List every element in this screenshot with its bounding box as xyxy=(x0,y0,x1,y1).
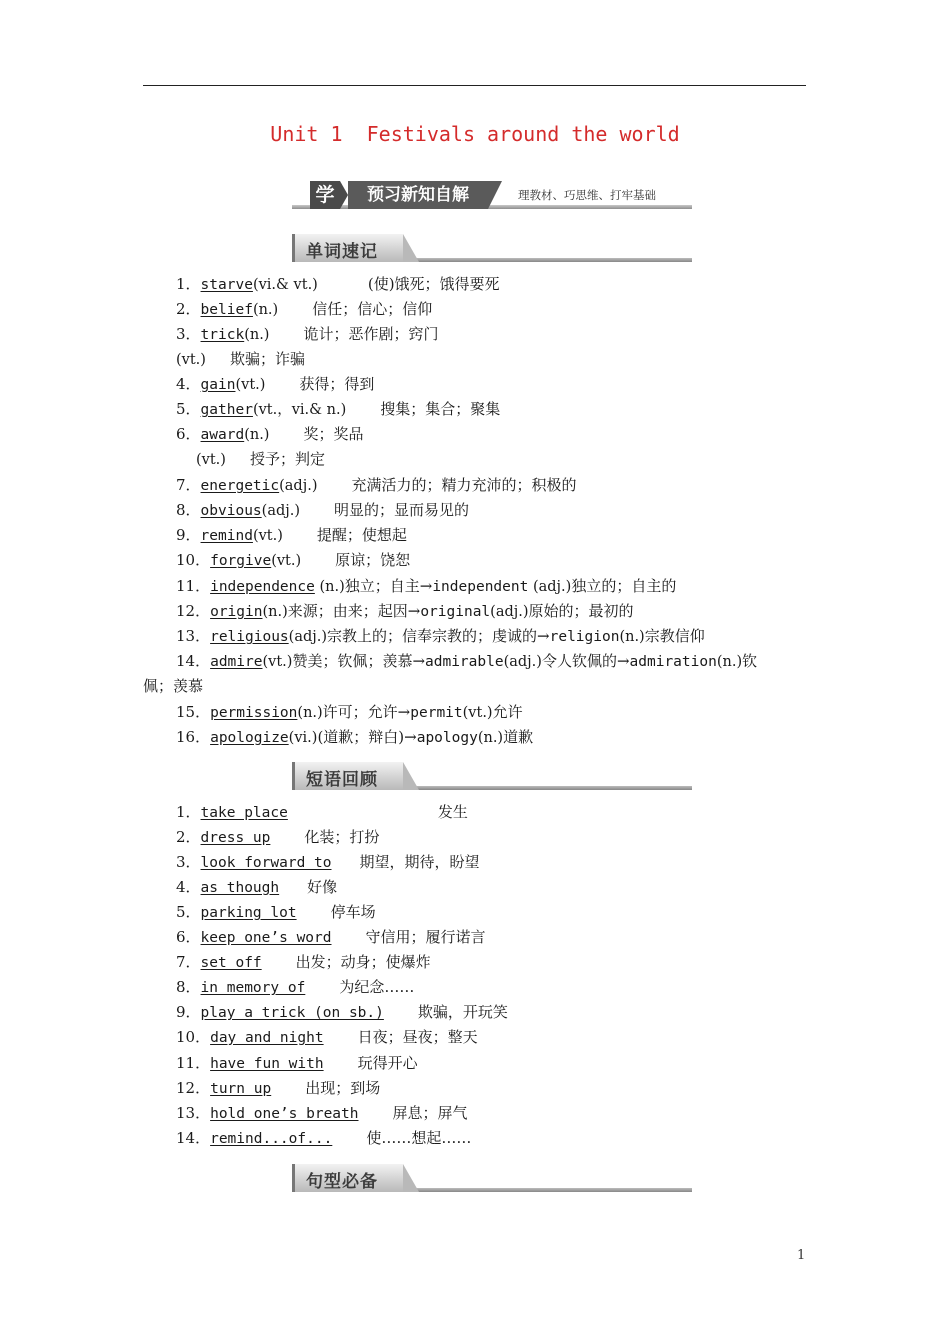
entry-number: 10． xyxy=(176,1028,211,1046)
part-of-speech: (n.) xyxy=(244,327,270,343)
derived-word: admirable xyxy=(425,654,504,670)
entry-number: 3． xyxy=(176,853,201,871)
entry-number: 8． xyxy=(176,978,201,996)
phrase-entry xyxy=(176,977,414,998)
part-of-speech: (adj.) xyxy=(261,503,301,519)
vocab-word: admire xyxy=(210,654,263,670)
phrase-entry xyxy=(176,877,337,898)
part-of-speech: (adj.) xyxy=(528,579,572,595)
phrase-text: day and night xyxy=(210,1030,324,1046)
phrase-text: as though xyxy=(200,880,280,896)
vocab-word: forgive xyxy=(210,553,272,569)
phrase-text: look forward to xyxy=(200,855,332,871)
section-header-phrases xyxy=(292,762,692,794)
part-of-speech: (n.) xyxy=(262,604,288,620)
word-definition: 授予；判定 xyxy=(249,450,325,468)
entry-number: 1． xyxy=(176,275,201,293)
entry-number: 6． xyxy=(176,425,201,443)
derived-word: admiration xyxy=(629,654,717,670)
part-of-speech: (n.) xyxy=(619,629,645,645)
part-of-speech: (vt.) xyxy=(262,654,293,670)
entry-number: 11． xyxy=(176,1054,211,1072)
phrase-definition: 好像 xyxy=(307,878,338,896)
word-entry xyxy=(176,651,757,672)
word-entry xyxy=(176,601,634,622)
phrase-entry xyxy=(176,827,379,848)
word-definition: (使)饿死；饿得要死 xyxy=(367,275,500,293)
phrase-definition: 欺骗，开玩笑 xyxy=(417,1003,508,1021)
phrase-text: hold one’s breath xyxy=(210,1106,359,1122)
word-definition: 独立；自主→ xyxy=(344,577,433,595)
word-definition: 提醒；使想起 xyxy=(316,526,407,544)
phrase-definition: 停车场 xyxy=(330,903,376,921)
part-of-speech: (vt.) xyxy=(196,452,226,468)
word-entry xyxy=(176,475,577,496)
word-definition: 来源；由来；起因→ xyxy=(287,602,421,620)
phrase-text: in memory of xyxy=(200,980,306,996)
word-entry xyxy=(176,399,500,420)
entry-number: 9． xyxy=(176,526,201,544)
phrase-definition: 为纪念…… xyxy=(339,978,415,996)
entry-number: 2． xyxy=(176,828,201,846)
entry-number: 4． xyxy=(176,878,201,896)
entry-number: 11． xyxy=(176,577,211,595)
phrase-entry xyxy=(176,927,486,948)
word-entry xyxy=(176,424,363,445)
entry-number: 12． xyxy=(176,602,211,620)
word-definition: 钦 xyxy=(742,652,758,670)
word-definition: 令人钦佩的→ xyxy=(541,652,630,670)
word-definition: 搜集；集合；聚集 xyxy=(380,400,501,418)
entry-number: 12． xyxy=(176,1079,211,1097)
word-entry xyxy=(176,727,533,748)
vocab-word: independence xyxy=(210,579,315,595)
entry-number: 14． xyxy=(176,1129,211,1147)
word-definition: 原谅；饶恕 xyxy=(335,551,411,569)
word-entry xyxy=(176,525,407,546)
section-label: 单词速记 xyxy=(306,242,378,262)
part-of-speech: (n.) xyxy=(297,705,323,721)
entry-number: 10． xyxy=(176,551,211,569)
word-entry xyxy=(176,626,705,647)
vocab-word: award xyxy=(200,427,245,443)
entry-number: 9． xyxy=(176,1003,201,1021)
phrase-text: take place xyxy=(200,805,288,821)
phrase-entry xyxy=(176,802,468,823)
phrase-entry xyxy=(176,1103,468,1124)
banner-badge: 学 xyxy=(310,181,340,209)
word-definition: 欺骗；诈骗 xyxy=(229,350,305,368)
section-header-words xyxy=(292,234,692,266)
word-entry xyxy=(176,550,410,571)
word-entry xyxy=(176,702,523,723)
part-of-speech: (n.) xyxy=(314,579,345,595)
vocab-word: origin xyxy=(210,604,263,620)
entry-number: 14． xyxy=(176,652,211,670)
entry-number: 1． xyxy=(176,803,201,821)
word-entry xyxy=(176,299,432,320)
entry-number: 2． xyxy=(176,300,201,318)
vocab-word: religious xyxy=(210,629,289,645)
part-of-speech: (vt.) xyxy=(271,553,302,569)
derived-word: permit xyxy=(410,705,463,721)
word-definition: 充满活力的；精力充沛的；积极的 xyxy=(351,476,577,494)
phrase-entry xyxy=(176,1078,380,1099)
phrase-text: keep one’s word xyxy=(200,930,332,946)
page-number: 1 xyxy=(797,1248,806,1263)
derived-word: religion xyxy=(549,629,620,645)
part-of-speech: (n.) xyxy=(716,654,743,670)
part-of-speech: (adj.) xyxy=(490,604,529,620)
word-definition: 明显的；显而易见的 xyxy=(334,501,470,519)
entry-number: 16． xyxy=(176,728,211,746)
word-entry xyxy=(143,676,203,696)
phrase-definition: 屏息；屏气 xyxy=(392,1104,468,1122)
part-of-speech: (vt.) xyxy=(235,377,266,393)
section-header-sentences xyxy=(292,1164,692,1196)
word-definition: 赞美；钦佩；羡慕→ xyxy=(292,652,426,670)
phrase-text: set off xyxy=(200,955,262,971)
word-definition: 获得；得到 xyxy=(299,375,375,393)
phrase-definition: 期望，期待，盼望 xyxy=(359,853,480,871)
vocab-word: remind xyxy=(200,528,253,544)
word-definition: 道歉 xyxy=(503,728,534,746)
phrase-definition: 玩得开心 xyxy=(357,1054,418,1072)
phrase-entry xyxy=(176,1053,418,1074)
vocab-word: apologize xyxy=(210,730,289,746)
word-entry xyxy=(176,500,469,521)
part-of-speech: (adj.) xyxy=(503,654,542,670)
section-label: 句型必备 xyxy=(306,1172,378,1192)
phrase-text: dress up xyxy=(200,830,271,846)
entry-number: 13． xyxy=(176,627,211,645)
part-of-speech: (vt.) xyxy=(252,528,283,544)
vocab-word: permission xyxy=(210,705,298,721)
banner-main-label: 预习新知自解 xyxy=(348,181,488,209)
part-of-speech: (n.) xyxy=(244,427,270,443)
phrase-text: have fun with xyxy=(210,1056,324,1072)
phrase-definition: 守信用；履行诺言 xyxy=(365,928,486,946)
word-definition: (道歉；辩白)→ xyxy=(317,728,417,746)
header-rule xyxy=(143,85,806,86)
word-definition: 诡计；恶作剧；窍门 xyxy=(303,325,439,343)
entry-number: 13． xyxy=(176,1104,211,1122)
word-definition: 奖；奖品 xyxy=(303,425,364,443)
phrase-definition: 出发；动身；使爆炸 xyxy=(295,953,431,971)
word-entry xyxy=(176,349,305,370)
phrase-entry xyxy=(176,852,480,873)
entry-number: 8． xyxy=(176,501,201,519)
part-of-speech: (adj.) xyxy=(288,629,328,645)
part-of-speech: (n.) xyxy=(477,730,504,746)
word-definition: 宗教上的；信奉宗教的；虔诚的→ xyxy=(327,627,550,645)
phrase-entry xyxy=(176,1128,471,1149)
part-of-speech: (vi.& vt.) xyxy=(252,277,318,293)
word-entry xyxy=(176,274,500,295)
part-of-speech: (vi.) xyxy=(288,730,318,746)
word-definition: 信任；信心；信仰 xyxy=(312,300,433,318)
derived-word: apology xyxy=(416,730,478,746)
vocab-word: belief xyxy=(200,302,253,318)
part-of-speech: (vt.，vi.& n.) xyxy=(252,402,347,418)
section-label: 短语回顾 xyxy=(306,770,378,790)
entry-number: 3． xyxy=(176,325,201,343)
entry-number: 7． xyxy=(176,953,201,971)
phrase-definition: 日夜；昼夜；整天 xyxy=(357,1028,478,1046)
vocab-word: gain xyxy=(200,377,236,393)
part-of-speech: (vt.) xyxy=(462,705,493,721)
phrase-entry xyxy=(176,952,431,973)
word-entry xyxy=(196,449,325,470)
entry-number: 6． xyxy=(176,928,201,946)
vocab-word: obvious xyxy=(200,503,262,519)
vocab-word: energetic xyxy=(200,478,280,494)
word-definition: 独立的；自主的 xyxy=(571,577,677,595)
word-definition: 宗教信仰 xyxy=(644,627,705,645)
entry-number: 5． xyxy=(176,903,201,921)
phrase-text: play a trick (on sb.) xyxy=(200,1005,384,1021)
part-of-speech: (n.) xyxy=(252,302,279,318)
unit-title: Unit 1 Festivals around the world xyxy=(270,122,680,146)
part-of-speech: (vt.) xyxy=(176,352,206,368)
word-entry xyxy=(176,324,438,345)
phrase-definition: 发生 xyxy=(437,803,468,821)
entry-number: 5． xyxy=(176,400,201,418)
entry-number: 7． xyxy=(176,476,201,494)
phrase-text: remind...of... xyxy=(210,1131,333,1147)
word-definition: 许可；允许→ xyxy=(322,703,411,721)
word-definition: 允许 xyxy=(492,703,523,721)
preview-banner xyxy=(292,179,692,211)
word-entry xyxy=(176,374,374,395)
vocab-word: starve xyxy=(200,277,253,293)
word-definition: 原始的；最初的 xyxy=(528,602,634,620)
vocab-word: gather xyxy=(200,402,253,418)
phrase-definition: 出现；到场 xyxy=(305,1079,381,1097)
entry-number: 4． xyxy=(176,375,201,393)
vocab-word: trick xyxy=(200,327,245,343)
word-entry xyxy=(176,576,676,597)
banner-subtitle: 理教材、巧思维、打牢基础 xyxy=(518,188,656,202)
phrase-entry xyxy=(176,902,376,923)
part-of-speech: (adj.) xyxy=(279,478,318,494)
phrase-definition: 使……想起…… xyxy=(366,1129,472,1147)
derived-word: original xyxy=(420,604,491,620)
phrase-text: turn up xyxy=(210,1081,272,1097)
phrase-text: parking lot xyxy=(200,905,297,921)
phrase-entry xyxy=(176,1027,478,1048)
entry-number: 15． xyxy=(176,703,211,721)
word-definition: 佩；羡慕 xyxy=(143,677,204,695)
phrase-definition: 化装；打扮 xyxy=(304,828,380,846)
derived-word: independent xyxy=(432,579,529,595)
phrase-entry xyxy=(176,1002,508,1023)
